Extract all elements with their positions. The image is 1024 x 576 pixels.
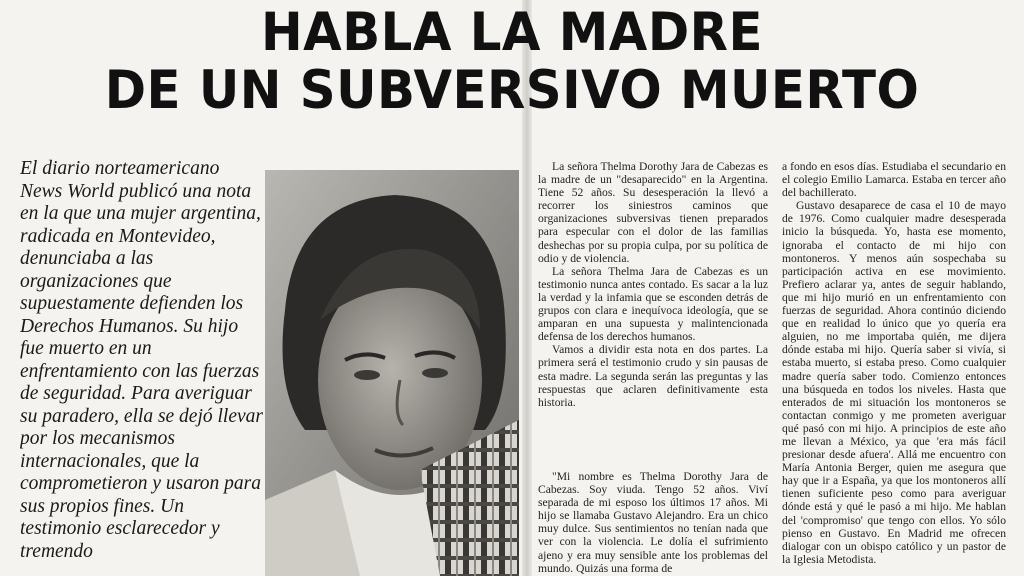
column-1-paragraph: La señora Thelma Jara de Cabezas es un testimonio nunca antes contado. Es sacar a la luz la verdad y la infamia que se esconden detrás de grupos con clara e inequívoca ideología, que se amparan en una supuesta y malintencionada defensa de los derechos humanos. [538,264,768,344]
headline-line-1: HABLA LA MADRE [261,2,763,63]
column-2-paragraph: Gustavo desaparece de casa el 10 de mayo de 1976. Como cualquier madre desesperada inicio la búsqueda. Yo, hasta ese momento, ignoraba el contacto de mi hijo con montoneros. Y menos aún sospechaba su participación activa en ese movimiento. Prefiero aclarar ya, antes de seguir hablando, que mi hijo murió en un enfrentamiento con fuerzas de seguridad. Ahora continúo diciendo que en realidad lo único que yo quería era alguien, no me importaba quién, me dijera dónde estaba mi hijo. Quería saber si vivía, si estaba muerto, si estaba preso. Como cualquier madre quería saber todo. Comienzo entonces una búsqueda en todos los niveles. Hasta que enterados de mi situación los montoneros se contactan conmigo y me prometen averiguar qué pasó con mi hijo. A principios de este año me llevan a México, ya que 'era más fácil presionar desde afuera'. Allá me encuentro con María Antonia Berger, quien me asegura que hay que ir a España, ya que los montoneros allí tienen suficiente peso como para averiguar dónde está y qué le pasó a mi hijo. Me hablan del 'compromiso' que tengo con ellos. Yo sólo pienso en Gustavo. En Madrid me ofrecen dialogar con un obispo católico y un pastor de la Iglesia Metodista. [782,199,1006,566]
headline-line-2: DE UN SUBVERSIVO MUERTO [104,60,920,121]
column-2-paragraph: a fondo en esos días. Estudiaba el secundario en el colegio Emilio Lamarca. Estaba en tercer año del bachillerato. [782,160,1006,200]
article-column-1 [538,160,768,576]
column-1-testimony [538,470,768,575]
column-1-paragraph: "Mi nombre es Thelma Dorothy Jara de Cabezas. Soy viuda. Tengo 52 años. Viví separada de mi esposo los últimos 17 años. Mi hijo se llamaba Gustavo Alejandro. Era un chico muy dulce. Sus sentimientos no tenían nada que ver con la violencia. Le dolía el sufrimiento ajeno y era muy sensible ante los problemas del mundo. Quizás una forma de [538,470,768,575]
intro-text: El diario norteamericano News World publicó una nota en la que una mujer argentina, radicada en Montevideo, denunciaba a las organizaciones que supuestamente defienden los Derechos Humanos. Su hijo fue muerto en un enfrentamiento con las fuerzas de seguridad. Para averiguar su paradero, ella se dejó llevar por los mecanismos internacionales, que la comprometieron y usaron para sus propios fines. Un testimonio esclarecedor y tremendo [20,158,263,562]
headline [31,4,994,120]
portrait-photo [265,170,519,576]
column-1-paragraph: La señora Thelma Dorothy Jara de Cabezas es la madre de un "desaparecido" en la Argentina. Tiene 52 años. Su desesperación la llevó a recorrer los siniestros caminos que organizaciones subversivas tienen preparados para especular con el dolor de las familias deshechas por su propia culpa, por su política de odio y de violencia. [538,160,768,265]
article-column-2 [782,160,1006,576]
column-1-paragraph: Vamos a dividir esta nota en dos partes. La primera será el testimonio crudo y sin pausas de esta madre. La segunda serán las preguntas y las respuestas que aclaren definitivamente esta historia. [538,343,768,409]
column-1-intro [538,160,768,409]
